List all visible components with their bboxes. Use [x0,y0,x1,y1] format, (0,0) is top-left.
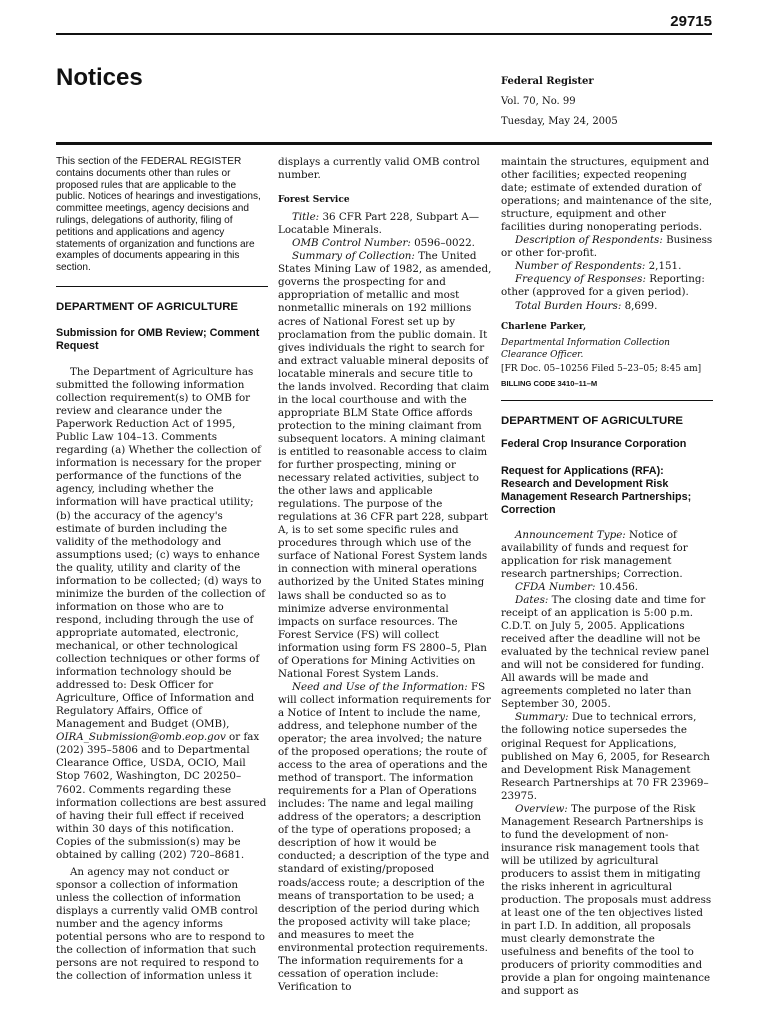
email-address: OIRA_Submission@omb.eop.gov [56,731,226,744]
divider [56,286,268,287]
field-value: Business or other for-profit. [501,234,713,260]
body-paragraph: An agency may not conduct or sponsor a collection of information unless the collection of information displays a currently valid OMB control number and the agency informs potential persons who are to respond to the collection of information that such persons are not required to respond to the collection of information unless it [56,865,265,983]
issue-date: Tuesday, May 24, 2005 [501,116,618,127]
department-heading: DEPARTMENT OF AGRICULTURE [501,414,684,427]
cfda-field [501,581,713,594]
field-value: Reporting: other (approved for a given period). [501,273,705,299]
signer-title [501,337,713,361]
section-title: Notices [56,64,143,91]
field-label: Title: [292,211,320,224]
field-value: 0596–0022. [414,237,475,250]
field-value: The United States Mining Law of 1982, as amended, governs the prospecting for and appropriation of metallic and most nonmetallic minerals on 192 millions acres of National Forest set up by proclamation from the public domain. It gives individuals the right to search for and extract valuable mineral deposits of locatable minerals and secure title to the lands involved. Recording that claim in the local courthouse and with the appropriate BLM State Office affords protection to the mining claimant from subsequent locators. A mining claimant is entitled to reasonable access to claim for further prospecting, mining or necessary related activities, subject to the other laws and applicable regulations. The purpose of the regulations at 36 CFR part 228, subpart A, is to set some specific rules and procedures through which use of the surface of National Forest System lands in connection with mineral operations authorized by the United States mining laws shall be conducted so as to minimize adverse environmental impacts on surface resources. The Forest Service (FS) will collect information using form FS 2800–5, Plan of Operations for Mining Activities on National Forest System Lands. [278,250,492,680]
field-label: OMB Control Number: [292,237,411,250]
agency-name: Forest Service [278,195,350,206]
column-2 [278,156,492,994]
publication-name: Federal Register [501,76,594,87]
volume-number: Vol. 70, No. 99 [501,96,576,107]
summary-field [501,711,713,802]
respondents-field [501,234,713,260]
field-label: Number of Respondents: [515,260,646,273]
department-heading: DEPARTMENT OF AGRICULTURE [56,300,239,313]
paragraph-text: The Department of Agriculture has submitted the following information collection requirement(s) to OMB for review and clearance under the Paperwork Reduction Act of 1995, Public Law 104–13. Comments regarding (a) Whether the collection of information is necessary for the proper performance of the functions of the agency, including whether the information will have practical utility; (b) the accuracy of the agency's estimate of burden including the validity of the methodology and assumptions used; (c) ways to enhance the quality, utility and clarity of the information to be collected; (d) ways to minimize the burden of the collection of information on those who are to respond, including through the use of appropriate automated, electronic, mechanical, or other technological collection techniques or other forms of information technology should be addressed to: Desk Officer for Agriculture, Office of Information and Regulatory Affairs, Office of Management and Budget (OMB), [56,366,266,731]
page-number: 29715 [670,13,712,30]
section-intro: This section of the FEDERAL REGISTER contains documents other than rules or proposed rules that are applicable to the public. Notices of hearings and investigations, committee meetings, agency decisions and rulings, delegations of authority, filing of petitions and applications and agency statements of organization and functions are examples of documents appearing in this section. [56,156,261,274]
masthead [501,72,618,132]
signer-name: Charlene Parker, [501,321,587,332]
summary-field [278,250,492,681]
notice-heading: Submission for OMB Review; Comment Request [56,327,260,353]
body-paragraph [56,366,268,862]
continued-text: displays a currently valid OMB control number. [278,156,480,182]
field-value: Due to technical errors, the following notice supersedes the original Request for Applications, published on May 6, 2005, for Research and Development Risk Management Research Partnerships at 70 FR 23969–23975. [501,711,710,802]
column-1 [56,156,268,983]
field-label: Overview: [515,802,568,815]
omb-number-field [278,237,492,250]
field-value: 8,699. [624,299,658,312]
masthead-rule [56,142,712,145]
top-rule [56,33,712,35]
notice-heading: Request for Applications (RFA): Research and Development Risk Management Research Partnerships; Correction [501,464,692,516]
divider [501,400,713,401]
need-use-field [278,681,492,994]
field-label: Summary of Collection: [292,250,415,263]
field-label: Frequency of Responses: [515,273,646,286]
field-value: FS will collect information requirements for a Notice of Intent to include the name, address, and telephone number of the operator; the area involved; the nature of the proposed operations; the route of access to the area of operations and the method of transport. The information requirements for a Plan of Operations includes: The name and legal mailing address of the operators; a description of the type of operations proposed; a description of how it would be conducted; a description of the type and standard of existing/proposed roads/access route; a description of the means of transportation to be used; a description of the period during which the proposed activity will take place; and measures to meet the environmental protection requirements. The information requirements for a cessation of operation include: Verification to [278,680,491,993]
field-label: Dates: [515,593,549,606]
overview-field [501,803,713,999]
field-label: Description of Respondents: [515,234,663,247]
signer-title-text: Departmental Information Collection Clearance Officer. [501,337,670,360]
field-value: 36 CFR Part 228, Subpart A—Locatable Minerals. [278,211,480,237]
continued-text: maintain the structures, equipment and other facilities; expected reopening date; estimate of extended duration of operations; and maintenance of the site, structure, equipment and other facilities during nonoperating periods. [501,156,712,234]
field-label: Announcement Type: [515,528,626,541]
billing-code: BILLING CODE 3410–11–M [501,378,598,388]
announcement-field [501,529,713,581]
paragraph-text: or fax (202) 395–5806 and to Departmental Clearance Office, USDA, OCIO, Mail Stop 7602, Washington, DC 20250–7602. Comments regarding these information collections are best assured of having their full effect if received within 30 days of this notification. Copies of the submission(s) may be obtained by calling (202) 720–8681. [56,731,267,861]
respondent-count-field [501,260,713,273]
field-value: The closing date and time for receipt of an application is 5:00 p.m. C.D.T. on July 5, 2005. Applications received after the deadline will not be evaluated by the technical review panel and will not be considered for funding. All awards will be made and agreements completed no later than September 30, 2005. [501,593,710,711]
field-label: Need and Use of the Information: [292,680,468,693]
field-value: Notice of availability of funds and request for application for risk management research partnerships; Correction. [501,528,688,580]
column-3 [501,156,713,998]
fr-doc-citation: [FR Doc. 05–10256 Filed 5–23–05; 8:45 am] [501,363,702,374]
burden-hours-field [501,300,713,313]
agency-name: Federal Crop Insurance Corporation [501,437,687,450]
title-field [278,211,492,237]
field-label: Total Burden Hours: [515,299,622,312]
field-value: 10.456. [598,580,639,593]
field-label: CFDA Number: [515,580,596,593]
dates-field [501,594,713,711]
frequency-field [501,273,713,299]
field-label: Summary: [515,711,569,724]
field-value: The purpose of the Risk Management Research Partnerships is to fund the development of non-insurance risk management tools that will be utilized by agricultural producers to assist them in mitigating the risks inherent in agricultural production. The proposals must address at least one of the ten objectives listed in part I.D. In addition, all proposals must clearly demonstrate the usefulness and benefits of the tool to producers of priority commodities and provide a plan for ongoing maintenance and support as [501,802,712,998]
field-value: 2,151. [648,260,682,273]
